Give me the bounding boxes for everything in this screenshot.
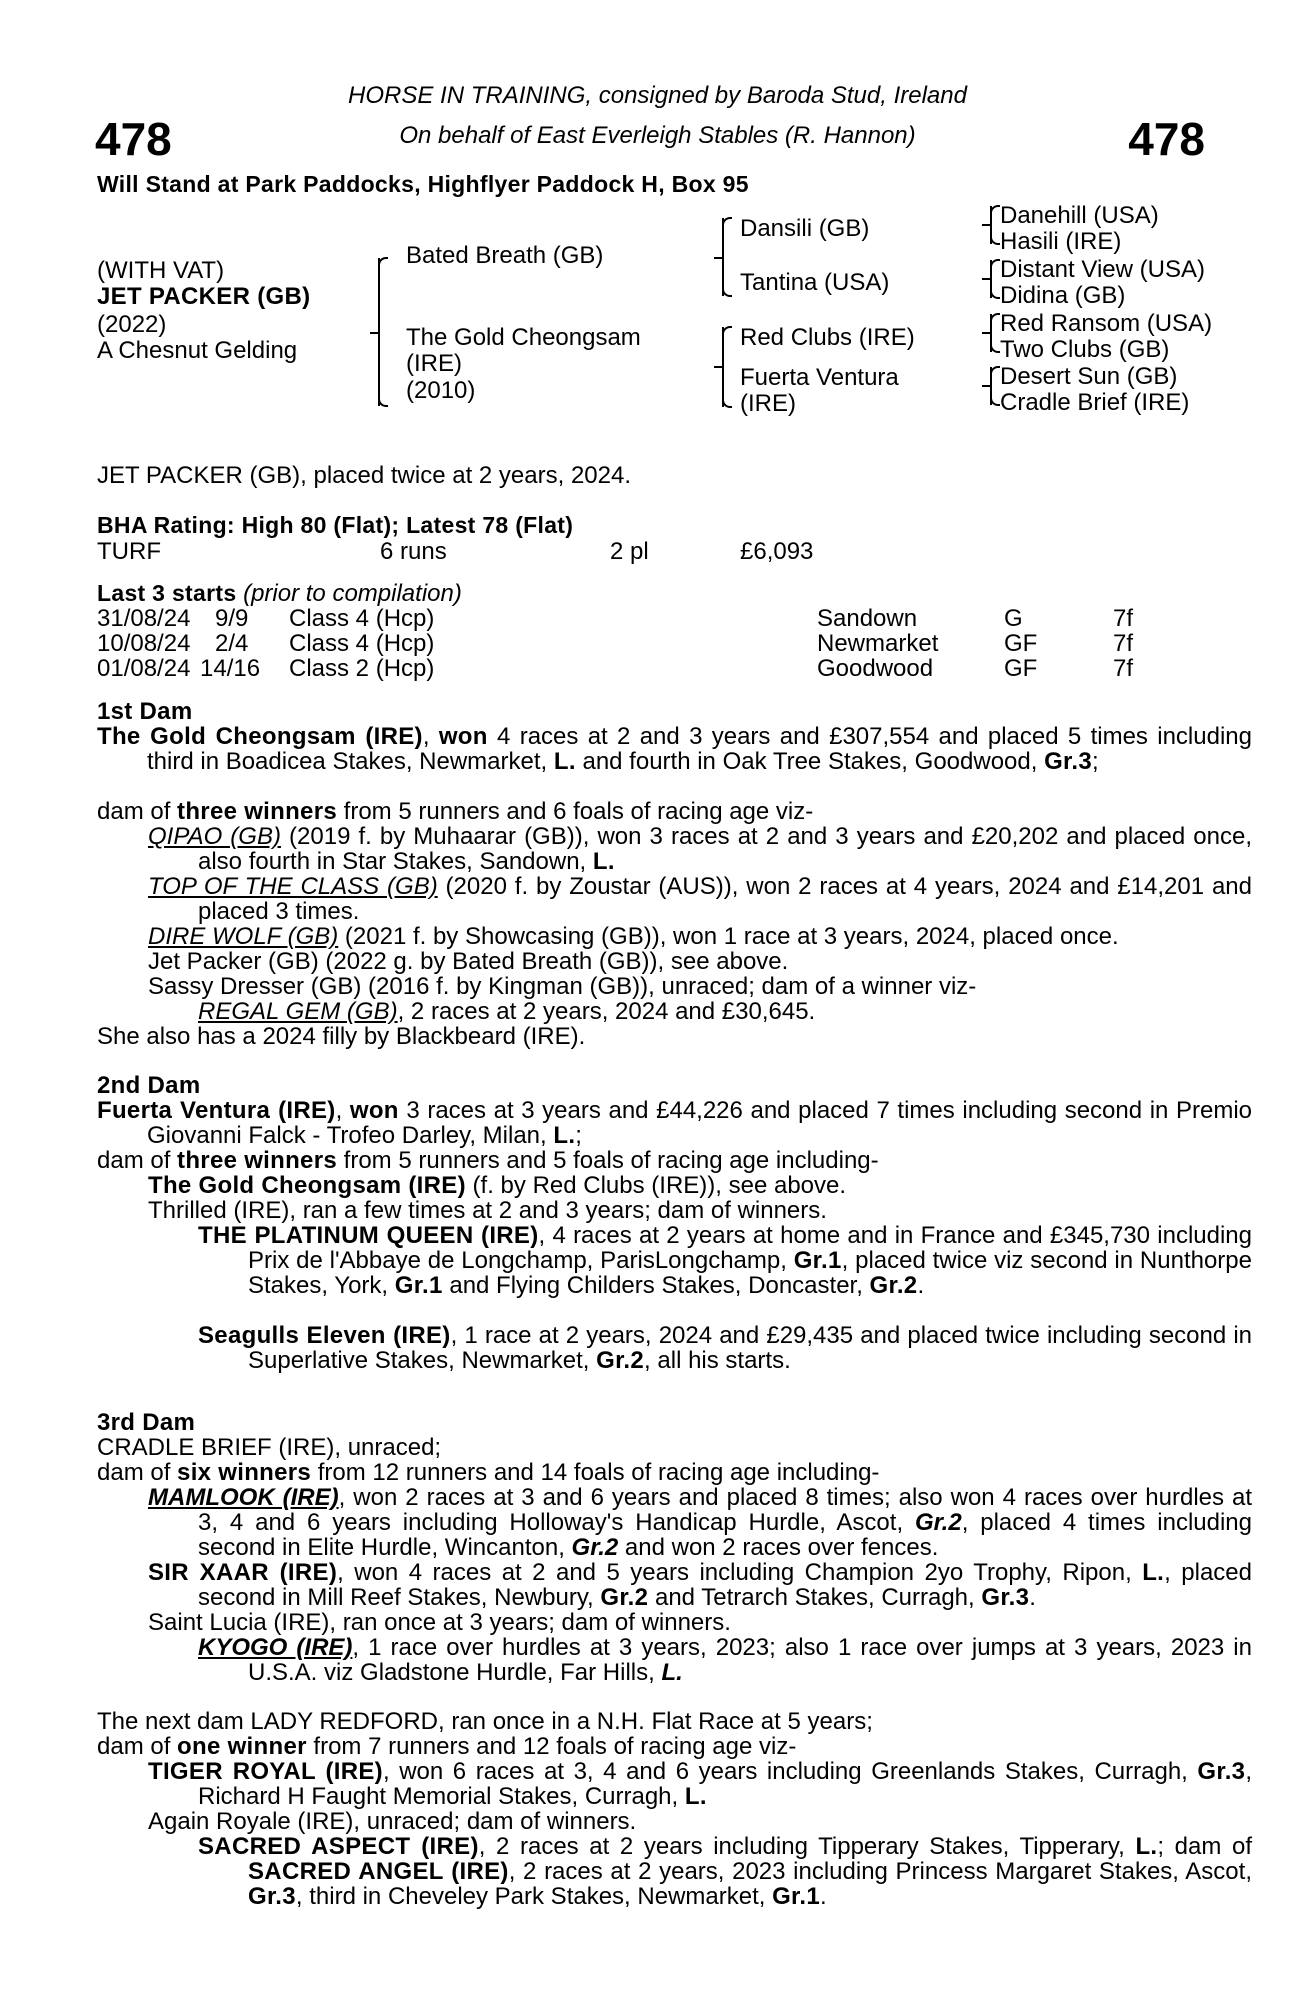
section-heading: 2nd Dam bbox=[97, 1072, 201, 1099]
pedigree-gg5: Red Ransom (USA) bbox=[1000, 310, 1213, 337]
stand-location: Will Stand at Park Paddocks, Highflyer Paddock H, Box 95 bbox=[97, 171, 749, 197]
pedigree-sire-sire: Dansili (GB) bbox=[740, 215, 870, 242]
section-heading: 1st Dam bbox=[97, 698, 193, 725]
last-starts-heading: Last 3 starts (prior to compilation) bbox=[97, 580, 462, 607]
consignor-line: HORSE IN TRAINING, consigned by Baroda Stud, Ireland bbox=[348, 82, 967, 109]
catalogue-page: 478 478 HORSE IN TRAINING, consigned by Baroda Stud, Ireland On behalf of East Everleigh Stables (R. Hannon) Will Stand at Park Paddocks, Highflyer Paddock H, Box 95 (WITH VAT) JET PACKER (GB) (2022) A Chesnut Gelding Bated Breath (GB) The Gold Cheongsam (IRE) (2010) Dansili (GB) Tantina (USA) Red Clubs (IRE) Fuerta Ventura (IRE) Danehill (USA) Hasili (IRE) Distant View (USA) Didina (GB) Red Ransom (USA) Two Clubs (GB) Desert Sun (GB) Cradle Brief (IRE) JET PACKER (GB), placed twice at 2 years, 2024. BHA Rating: High 80 (Flat); Latest 78 (Flat) TURF 6 runs 2 pl £6,093 Last 3 starts (prior to compilation) 31/08/24 9/9 Class 4 (Hcp) Sandown G 7f 10/08/24 2/4 Class 4 (Hcp) Newmarket GF 7f 01/08/24 14/16 Class 2 (Hcp) Goodwood GF 7f 1st Dam The Gold Cheongsam (IRE), won 4 races at 2 and 3 years and £307,554 and placed 5 times including third in Boadicea Stakes, Newmarket, L. and fourth in Oak Tree Stakes, Goodwood, Gr.3; dam of three winners from 5 runners and 6 foals of racing age viz- QIPAO (GB) (2019 f. by Muhaarar (GB)), won 3 races at 2 and 3 years and £20,202 and placed once, also fourth in Star Stakes, Sandown, L. TOP OF THE CLASS (GB) (2020 f. by Zoustar (AUS)), won 2 races at 4 years, 2024 and £14,201 and placed 3 times. DIRE WOLF (GB) (2021 f. by Showcasing (GB)), won 1 race at 3 years, 2024, placed once. Jet Packer (GB) (2022 g. by Bated Breath (GB)), see above. Sassy Dresser (GB) (2016 f. by Kingman (GB)), unraced; dam of a winner viz- REGAL GEM (GB), 2 races at 2 years, 2024 and £30,645. She also has a 2024 filly by Blackbeard (IRE). 2nd Dam Fuerta Ventura (IRE), won 3 races at 3 years and £44,226 and placed 7 times including second in Premio Giovanni Falck - Trofeo Darley, Milan, L.; dam of three winners from 5 runners and 5 foals of racing age including- The Gold Cheongsam (IRE) (f. by Red Clubs (IRE)), see above. Thrilled (IRE), ran a few times at 2 and 3 years; dam of winners. THE PLATINUM QUEEN (IRE), 4 races at 2 years at home and in France and £345,730 including Prix de l'Abbaye de Longchamp, ParisLongchamp, Gr.1, placed twice viz second in Nunthorpe Stakes, York, Gr.1 and Flying Childers Stakes, Doncaster, Gr.2. Seagulls Eleven (IRE), 1 race at 2 years, 2024 and £29,435 and placed twice including second in Superlative Stakes, Newmarket, Gr.2, all his starts. 3rd Dam CRADLE BRIEF (IRE), unraced; dam of six winners from 12 runners and 14 foals of racing age including- MAMLOOK (IRE), won 2 races at 3 and 6 years and placed 8 times; also won 4 races over hurdles at 3, 4 and 6 years including Holloway's Handicap Hurdle, Ascot, Gr.2, placed 4 times including second in Elite Hurdle, Wincanton, Gr.2 and won 2 races over fences. SIR XAAR (IRE), won 4 races at 2 and 5 years including Champion 2yo Trophy, Ripon, L., placed second in Mill Reef Stakes, Newbury, Gr.2 and Tetrarch Stakes, Curragh, Gr.3. Saint Lucia (IRE), ran once at 3 years; dam of winners. KYOGO (IRE), 1 race over hurdles at 3 years, 2023; also 1 race over jumps at 3 years, 2023 in U.S.A. viz Gladstone Hurdle, Far Hills, L. The next dam LADY REDFORD, ran once in a N.H. Flat Race at 5 years; dam of one winner from 7 runners and 12 foals of racing age viz- TIGER ROYAL (IRE), won 6 races at 3, 4 and 6 years including Greenlands Stakes, Curragh, Gr.3, Richard H Faught Memorial Stakes, Curragh, L. Again Royale (IRE), unraced; dam of winners. SACRED ASPECT (IRE), 2 races at 2 years including Tipperary Stakes, Tipperary, L.; dam of SACRED ANGEL (IRE), 2 races at 2 years, 2023 including Princess Margaret Stakes, Ascot, Gr.3, third in Cheveley Park Stakes, Newmarket, Gr.1. bbox=[0, 0, 1315, 2000]
pedigree-gg7: Desert Sun (GB) bbox=[1000, 363, 1178, 390]
behalf-line: On behalf of East Everleigh Stables (R. Hannon) bbox=[399, 122, 916, 149]
horse-year: (2022) bbox=[97, 311, 167, 338]
bha-rating: BHA Rating: High 80 (Flat); Latest 78 (Flat) bbox=[97, 512, 574, 538]
pedigree-gg4: Didina (GB) bbox=[1000, 282, 1126, 309]
pedigree-dam-dam: Fuerta Ventura bbox=[740, 364, 899, 391]
lot-number-right: 478 bbox=[1128, 113, 1205, 165]
pedigree-gg3: Distant View (USA) bbox=[1000, 256, 1205, 283]
pedigree-gg1: Danehill (USA) bbox=[1000, 202, 1159, 229]
section-heading: 3rd Dam bbox=[97, 1409, 196, 1436]
pedigree-gg2: Hasili (IRE) bbox=[1000, 228, 1122, 255]
vat-note: (WITH VAT) bbox=[97, 257, 225, 284]
pedigree-dam: The Gold Cheongsam bbox=[406, 324, 641, 351]
pedigree-sire-dam: Tantina (USA) bbox=[740, 269, 890, 296]
pedigree-sire: Bated Breath (GB) bbox=[406, 242, 604, 269]
pedigree-gg8: Cradle Brief (IRE) bbox=[1000, 389, 1190, 416]
pedigree-brace-sire bbox=[722, 218, 724, 296]
lot-number-left: 478 bbox=[95, 113, 172, 165]
pedigree-brace-main bbox=[378, 258, 380, 406]
pedigree-gg6: Two Clubs (GB) bbox=[1000, 336, 1170, 363]
horse-description: A Chesnut Gelding bbox=[97, 337, 298, 364]
pedigree-dam-sire: Red Clubs (IRE) bbox=[740, 324, 915, 351]
horse-name: JET PACKER (GB) bbox=[97, 283, 311, 310]
pedigree-brace-dam bbox=[722, 327, 724, 407]
racing-summary: JET PACKER (GB), placed twice at 2 years, 2024. bbox=[97, 462, 631, 489]
